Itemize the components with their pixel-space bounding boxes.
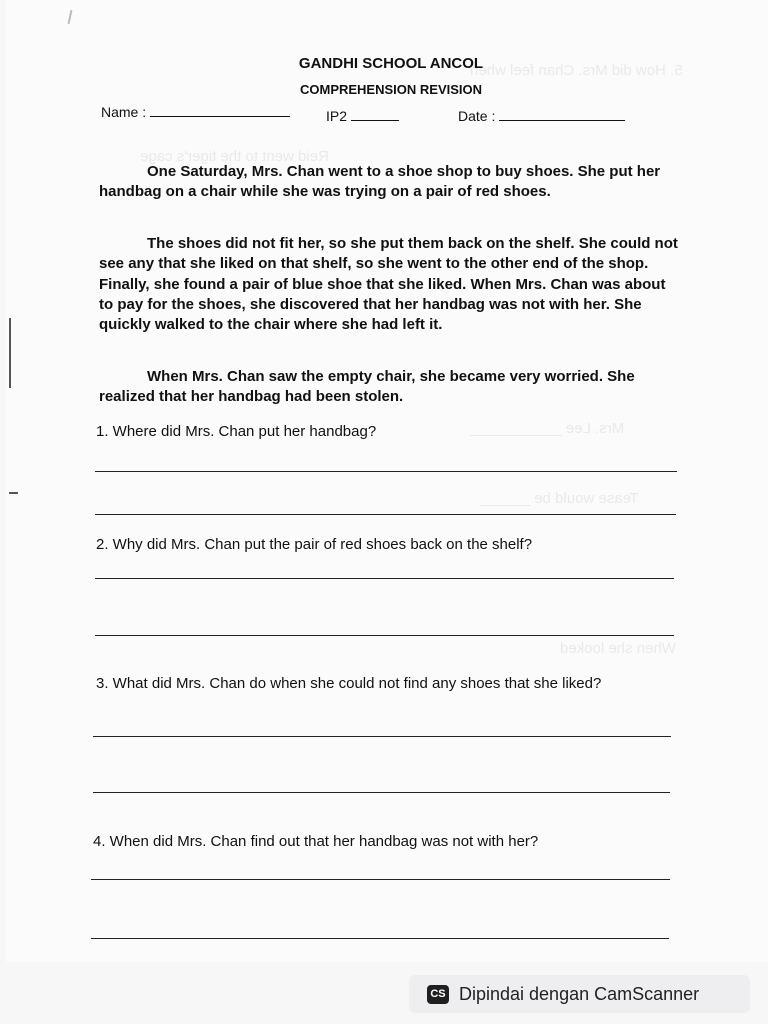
camscanner-watermark bbox=[409, 975, 750, 1013]
show-through-text: 5. How did Mrs. Chan feel when bbox=[470, 62, 683, 79]
story-paragraph-2: The shoes did not fit her, so she put them back on the shelf. She could not see any that she liked on that shelf, so she went to the other end of the shop. Finally, she found a pair of blue shoe that she liked. When Mrs. Chan was about to pay for the shoes, she discovered that her handbag was not with her. She quickly walked to the chair where she had left it. bbox=[99, 235, 678, 334]
answer-line[interactable] bbox=[95, 635, 674, 636]
answer-line[interactable] bbox=[95, 514, 676, 515]
story-paragraph-3: When Mrs. Chan saw the empty chair, she became very worried. She realized that her handbag had been stolen. bbox=[99, 368, 635, 406]
worksheet-subtitle: COMPREHENSION REVISION bbox=[299, 82, 483, 97]
school-title: GANDHI SCHOOL ANCOL bbox=[298, 55, 484, 72]
answer-line[interactable] bbox=[95, 471, 677, 472]
answer-line[interactable] bbox=[91, 879, 670, 880]
name-field[interactable] bbox=[101, 104, 290, 120]
question-2: 2. Why did Mrs. Chan put the pair of red shoes back on the shelf? bbox=[96, 536, 533, 553]
show-through-text: Mrs. Lee ___________ bbox=[470, 420, 625, 437]
answer-line[interactable] bbox=[95, 578, 674, 579]
question-4: 4. When did Mrs. Chan find out that her handbag was not with her? bbox=[93, 833, 539, 850]
margin-mark bbox=[9, 318, 11, 388]
class-field bbox=[326, 108, 399, 124]
worksheet-page bbox=[6, 0, 768, 962]
story-paragraph-1: One Saturday, Mrs. Chan went to a shoe shop to buy shoes. She put her handbag on a chair while she was trying on a pair of red shoes. bbox=[99, 163, 661, 201]
answer-line[interactable] bbox=[93, 792, 670, 793]
question-1: 1. Where did Mrs. Chan put her handbag? bbox=[96, 423, 377, 440]
show-through-text: When she looked bbox=[560, 640, 676, 657]
show-through-text: Reid went to the tiger's cage bbox=[140, 148, 329, 165]
class-label: IP2 bbox=[326, 108, 348, 124]
date-blank[interactable] bbox=[499, 108, 625, 121]
show-through-text: Tease would be ______ bbox=[480, 490, 639, 507]
answer-line[interactable] bbox=[91, 938, 669, 939]
name-label: Name : bbox=[101, 104, 147, 120]
answer-line[interactable] bbox=[93, 736, 671, 737]
camscanner-text: Dipindai dengan CamScanner bbox=[459, 983, 700, 1004]
name-blank[interactable] bbox=[150, 104, 290, 117]
date-label: Date : bbox=[458, 108, 496, 124]
camscanner-logo-icon: CS bbox=[427, 985, 449, 1004]
question-3: 3. What did Mrs. Chan do when she could not find any shoes that she liked? bbox=[96, 675, 602, 692]
date-field[interactable] bbox=[458, 108, 625, 124]
margin-mark bbox=[9, 492, 18, 494]
class-blank[interactable] bbox=[351, 108, 399, 121]
